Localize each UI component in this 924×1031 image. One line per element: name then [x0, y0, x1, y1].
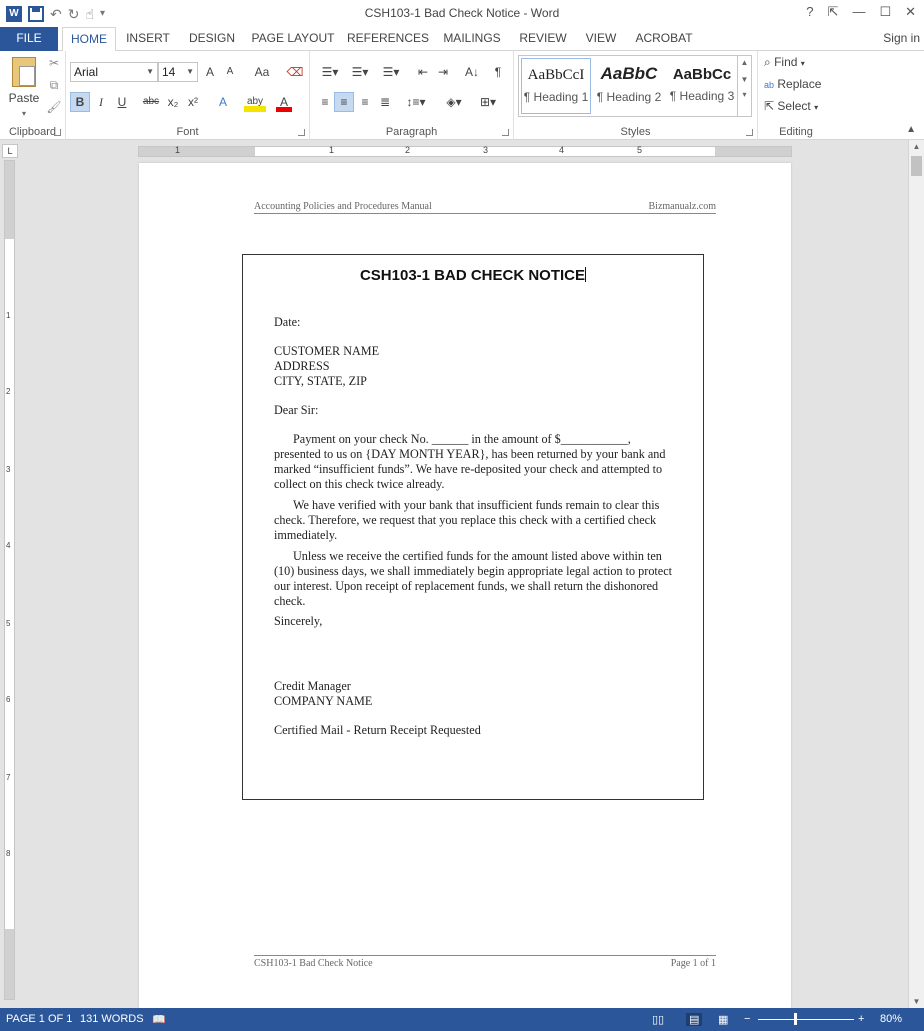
chevron-down-icon[interactable]: ▼	[912, 997, 921, 1006]
bullets-icon[interactable]: ☰▾	[321, 65, 339, 79]
zoom-out-button[interactable]: −	[744, 1013, 751, 1025]
style-heading-1[interactable]: AaBbCcI ¶ Heading 1	[521, 58, 591, 114]
cut-icon[interactable]: ✂	[48, 56, 60, 70]
document-title[interactable]: CSH103-1 BAD CHECK NOTICE	[359, 267, 586, 284]
collapse-ribbon-icon[interactable]: ▲	[906, 124, 916, 135]
read-mode-icon[interactable]: ▯▯	[652, 1014, 665, 1026]
closing[interactable]: Sincerely,	[274, 614, 323, 628]
italic-button[interactable]: I	[99, 95, 103, 109]
help-button[interactable]: ?	[806, 4, 814, 19]
letter-box	[242, 254, 704, 800]
word-count[interactable]: 131 WORDS	[80, 1013, 144, 1025]
ruler-number: 5	[6, 619, 11, 628]
font-launcher-icon[interactable]	[298, 129, 305, 136]
date-line[interactable]: Date:	[274, 315, 301, 329]
ruler-number: 2	[6, 387, 11, 396]
chevron-down-icon[interactable]: ▼	[740, 75, 749, 84]
ruler-number: 2	[405, 145, 411, 155]
ribbon	[0, 51, 924, 140]
address-block[interactable]	[274, 344, 674, 389]
find-button[interactable]: ⌕ Find ▾	[764, 55, 805, 69]
tab-insert[interactable]: INSERT	[126, 31, 170, 45]
shading-icon[interactable]: ◈▾	[446, 95, 462, 109]
tab-mailings[interactable]: MAILINGS	[443, 31, 501, 45]
chevron-down-icon: ▼	[146, 67, 154, 76]
editing-label: Editing	[779, 126, 813, 138]
paragraph-3[interactable]: Unless we receive the certified funds for the amount listed above within ten (10) business days, we shall immediately begin appropriate legal action to protect our interest. Upon receipt of replacement funds, we shall return the dishonored check.	[274, 549, 673, 608]
title-bar	[0, 0, 924, 28]
header-right: Bizmanualz.com	[648, 201, 716, 212]
clipboard-icon	[12, 57, 36, 87]
chevron-down-icon: ▾	[800, 59, 805, 68]
text-effects-button[interactable]: A	[218, 95, 227, 109]
font-group	[66, 51, 310, 140]
paragraph-group	[310, 51, 514, 140]
font-label: Font	[176, 126, 199, 138]
multilevel-list-icon[interactable]: ☰▾	[382, 65, 400, 79]
page-header	[254, 201, 716, 214]
ruler-number: 3	[483, 145, 489, 155]
touch-mode-icon[interactable]: ☝	[85, 6, 94, 22]
clipboard-launcher-icon[interactable]	[54, 129, 61, 136]
copy-icon[interactable]: ⧉	[49, 78, 59, 92]
align-left-icon[interactable]: ≡	[321, 95, 329, 109]
highlight-button[interactable]: aby	[244, 92, 266, 112]
clear-formatting-icon[interactable]: ⌫	[286, 65, 304, 79]
customer-name: CUSTOMER NAME	[274, 344, 380, 358]
vertical-scrollbar[interactable]	[908, 140, 924, 1008]
font-name-combo[interactable]: Arial ▼	[70, 62, 158, 82]
chevron-down-icon: ▾	[21, 109, 26, 118]
ruler-number: 4	[559, 145, 565, 155]
chevron-down-icon: ▾	[814, 103, 819, 112]
document-page[interactable]	[139, 163, 791, 1008]
footer-right: Page 1 of 1	[670, 958, 716, 969]
maximize-button[interactable]: ☐	[879, 4, 892, 19]
show-hide-button[interactable]: ¶	[494, 65, 502, 79]
ribbon-display-button[interactable]: ⇱	[827, 4, 839, 19]
status-bar	[0, 1008, 924, 1031]
styles-launcher-icon[interactable]	[746, 129, 753, 136]
tab-review[interactable]: REVIEW	[519, 31, 567, 45]
horizontal-ruler[interactable]	[138, 146, 792, 157]
select-button[interactable]: ⇱ Select ▾	[764, 99, 819, 113]
zoom-level[interactable]: 80%	[880, 1013, 903, 1025]
strikethrough-button[interactable]: abc	[142, 96, 160, 107]
signature-block[interactable]	[274, 679, 674, 709]
tab-home[interactable]: HOME	[62, 27, 116, 52]
ruler-number: 8	[6, 849, 11, 858]
replace-button[interactable]: ab Replace	[764, 77, 822, 91]
shrink-font-button[interactable]: A	[226, 66, 234, 77]
format-painter-icon[interactable]: 🖌	[46, 100, 62, 114]
tab-page-layout[interactable]: PAGE LAYOUT	[251, 31, 335, 45]
align-right-icon[interactable]: ≡	[361, 95, 369, 109]
address-line: ADDRESS	[274, 359, 330, 373]
window-title: CSH103-1 Bad Check Notice - Word	[364, 6, 560, 20]
underline-button[interactable]: U	[117, 95, 127, 109]
undo-icon[interactable]: ↶	[50, 6, 62, 22]
company-name: COMPANY NAME	[274, 694, 373, 708]
footer-left: CSH103-1 Bad Check Notice	[254, 958, 373, 969]
tab-file[interactable]: FILE	[0, 27, 58, 51]
customize-qat-icon[interactable]: ▾	[100, 8, 106, 19]
superscript-button[interactable]: x²	[188, 95, 198, 109]
grow-font-button[interactable]: A	[205, 65, 214, 79]
clipboard-group	[0, 51, 66, 140]
tab-references[interactable]: REFERENCES	[346, 31, 429, 45]
header-left: Accounting Policies and Procedures Manual	[254, 201, 432, 212]
ruler-number: 3	[6, 465, 11, 474]
city-state-zip: CITY, STATE, ZIP	[274, 374, 367, 388]
justify-icon[interactable]: ≣	[379, 95, 391, 109]
tab-acrobat[interactable]: ACROBAT	[635, 31, 693, 45]
more-styles-icon[interactable]: ▾	[742, 90, 747, 99]
font-color-button[interactable]: A	[276, 92, 292, 112]
sign-in-link[interactable]: Sign in	[883, 31, 920, 45]
decrease-indent-icon[interactable]: ⇤	[417, 65, 429, 79]
mail-note[interactable]: Certified Mail - Return Receipt Requested	[274, 723, 481, 737]
numbering-icon[interactable]: ☰▾	[351, 65, 369, 79]
change-case-button[interactable]: Aa	[254, 65, 270, 79]
bold-button[interactable]: B	[70, 92, 90, 112]
window-controls	[806, 4, 916, 20]
subscript-button[interactable]: x₂	[167, 95, 179, 109]
ribbon-tabs	[0, 27, 924, 51]
ruler-number: 1	[6, 311, 11, 320]
zoom-slider[interactable]	[758, 1019, 854, 1020]
paragraph-2[interactable]: We have verified with your bank that insufficient funds remain to clear this check. Therefore, we request that you replace this check with a certified check immediately.	[274, 498, 660, 542]
redo-icon[interactable]: ↻	[67, 6, 80, 22]
text-cursor	[585, 267, 586, 282]
ruler-number: 7	[6, 773, 11, 782]
styles-gallery	[518, 55, 752, 117]
sort-button[interactable]: A↓	[464, 65, 479, 79]
binoculars-icon: ⌕	[764, 55, 771, 69]
word-app-icon[interactable]: W	[6, 6, 22, 22]
zoom-in-button[interactable]: +	[858, 1013, 865, 1025]
increase-indent-icon[interactable]: ⇥	[437, 65, 449, 79]
borders-icon[interactable]: ⊞▾	[479, 95, 497, 109]
ruler-number: 5	[637, 145, 643, 155]
paragraph-launcher-icon[interactable]	[502, 129, 509, 136]
signer-title: Credit Manager	[274, 679, 351, 693]
ruler-number: 6	[6, 695, 11, 704]
tab-design[interactable]: DESIGN	[188, 31, 235, 45]
chevron-up-icon[interactable]: ▲	[912, 142, 921, 151]
paragraph-label: Paragraph	[385, 126, 438, 138]
font-size-combo[interactable]: 14 ▼	[158, 62, 198, 82]
scroll-thumb[interactable]	[911, 156, 922, 176]
salutation[interactable]: Dear Sir:	[274, 403, 319, 417]
chevron-up-icon[interactable]: ▲	[740, 58, 749, 67]
replace-icon: ab	[764, 80, 775, 90]
web-layout-icon[interactable]: ▦	[718, 1014, 729, 1026]
print-layout-icon[interactable]: ▤	[686, 1013, 702, 1026]
clipboard-label: Clipboard	[8, 126, 57, 138]
vertical-ruler[interactable]	[4, 160, 15, 1000]
style-heading-3[interactable]: AaBbCc ¶ Heading 3	[669, 66, 735, 103]
zoom-slider-thumb[interactable]	[794, 1013, 797, 1025]
tab-selector-button[interactable]: L	[2, 144, 18, 158]
styles-group	[514, 51, 758, 140]
close-button[interactable]: ✕	[905, 4, 916, 19]
chevron-down-icon: ▼	[186, 67, 194, 76]
ruler-number: 4	[6, 541, 11, 550]
styles-label: Styles	[620, 126, 651, 138]
page-count[interactable]: PAGE 1 OF 1	[6, 1013, 73, 1025]
ruler-number: 1	[329, 145, 335, 155]
paragraph-1[interactable]: Payment on your check No. ______ in the amount of $___________, presented to us on {DAY MONTH YEAR}, has been returned by your bank and marked “insufficient funds”. We have re-deposited your check and attempted to collect on this check twice already.	[274, 432, 666, 491]
style-heading-2[interactable]: AaBbC ¶ Heading 2	[596, 64, 662, 104]
line-spacing-icon[interactable]: ↕≡▾	[406, 95, 426, 109]
page-footer	[254, 955, 716, 969]
minimize-button[interactable]: —	[852, 4, 866, 19]
styles-scroll[interactable]	[737, 56, 751, 116]
editing-group	[758, 51, 834, 140]
ruler-number: 1	[175, 145, 181, 155]
align-center-icon[interactable]: ≡	[334, 92, 354, 112]
tab-view[interactable]: VIEW	[585, 31, 617, 45]
proofing-icon[interactable]: 📖	[152, 1014, 166, 1026]
paste-button[interactable]: Paste ▾	[4, 55, 44, 121]
cursor-icon: ⇱	[764, 99, 775, 113]
